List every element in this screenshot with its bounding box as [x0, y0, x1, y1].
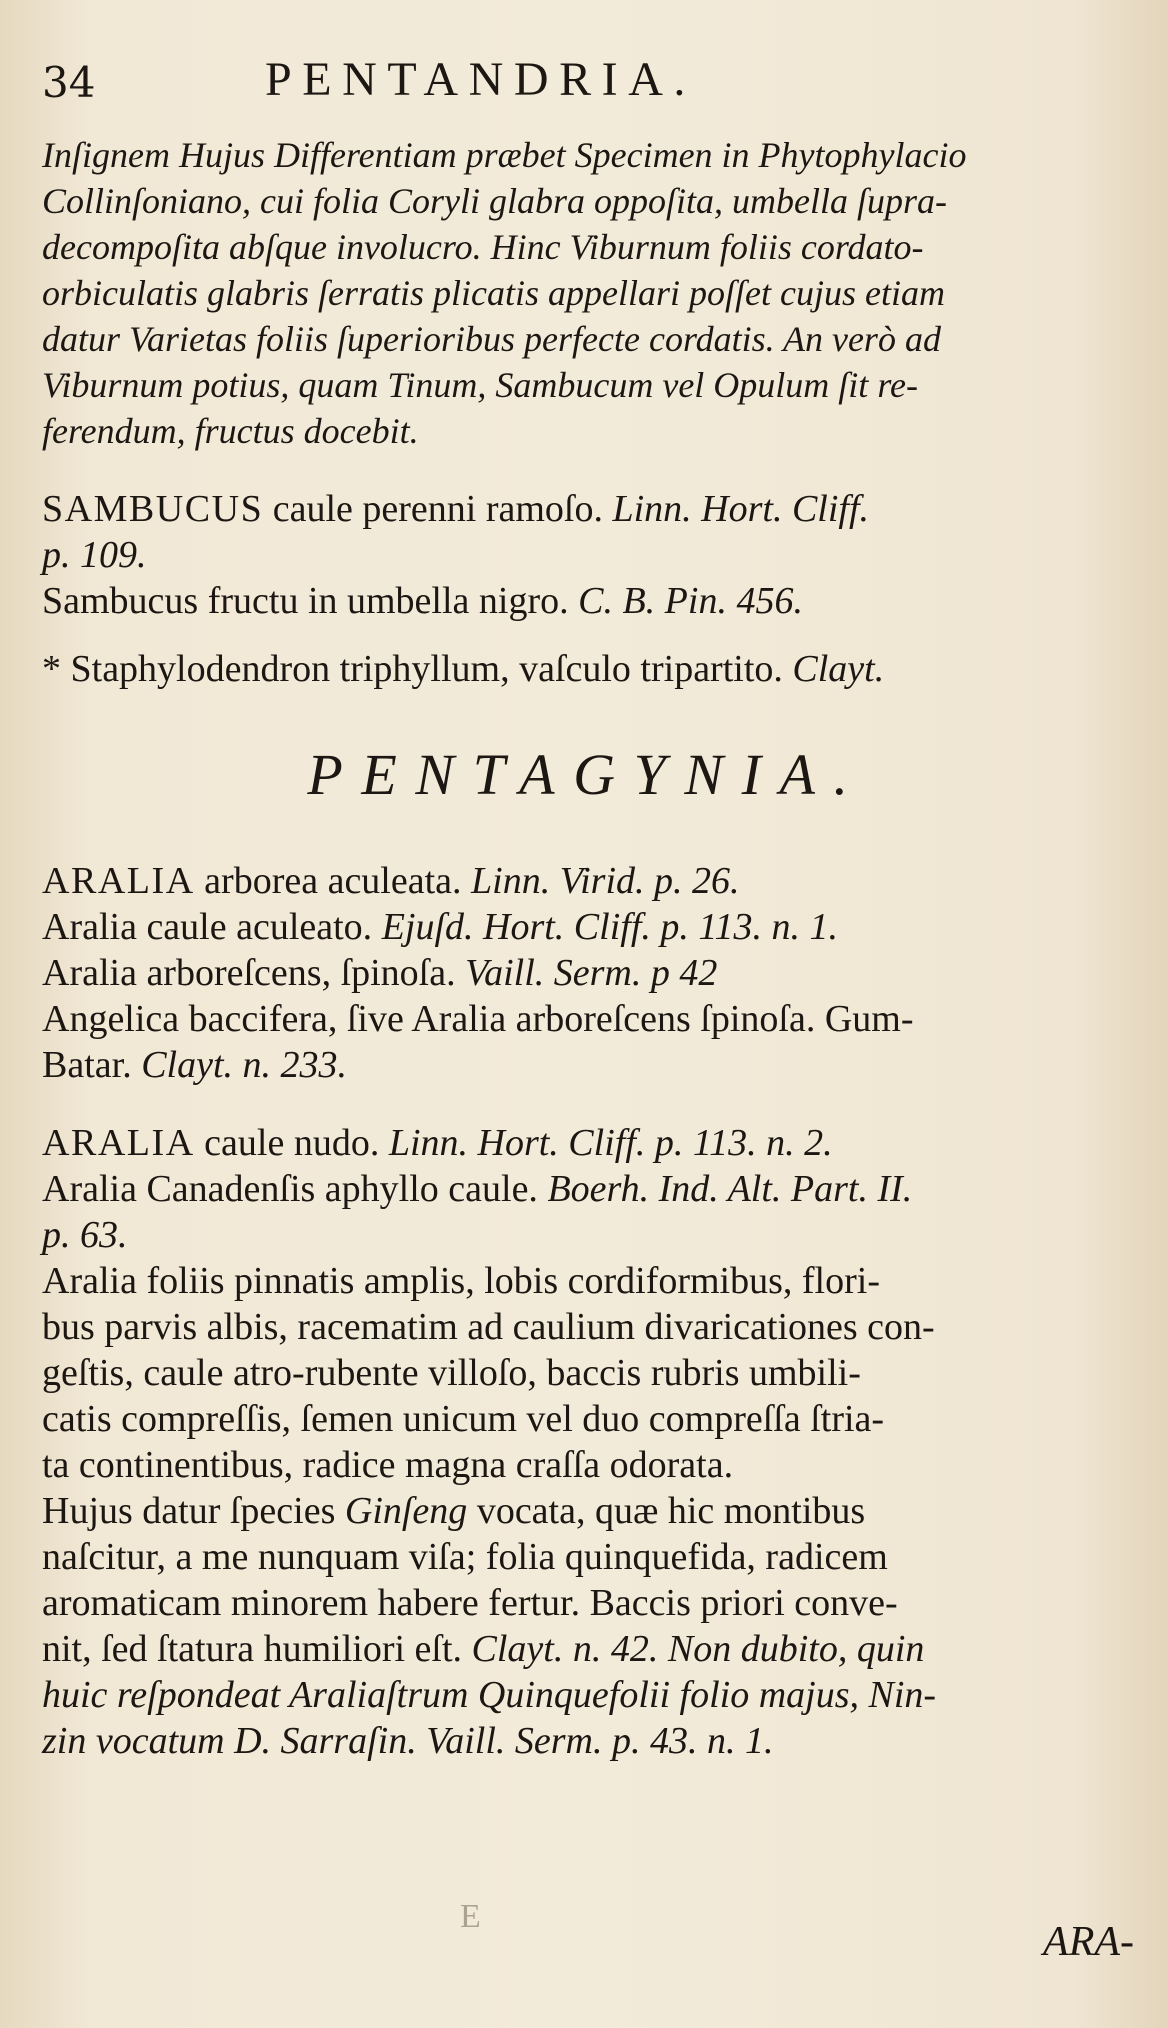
genus-name: ARALIA: [42, 860, 195, 902]
desc-line: Aralia foliis pinnatis amplis, lobis cordiformibus, flori-: [42, 1260, 880, 1302]
intro-line: orbiculatis glabris ſerratis plicatis appellari poſſet cujus etiam: [42, 273, 945, 313]
note-line: naſcitur, a me nunquam viſa; folia quinquefida, radicem: [42, 1536, 888, 1578]
entry-line: [42, 858, 1132, 904]
genus-name: SAMBUCUS: [42, 488, 264, 530]
citation: Boerh. Ind. Alt. Part. II.: [547, 1168, 913, 1210]
entry-line: [42, 578, 1132, 624]
intro-line: Inſignem Hujus Differentiam præbet Specimen in Phytophylacio: [42, 135, 967, 175]
note-line: aromaticam minorem habere fertur. Baccis priori conve-: [42, 1582, 898, 1624]
page-body: [42, 132, 1132, 1764]
note-line: huic reſpondeat Araliaſtrum Quinquefolii folio majus, Nin-: [42, 1674, 937, 1716]
citation: C. B. Pin. 456.: [578, 580, 803, 622]
entry-text: * Staphylodendron triphyllum, vaſculo tripartito.: [42, 648, 793, 690]
aralia-entry-2: [42, 1120, 1132, 1764]
intro-line: ferendum, fructus docebit.: [42, 411, 419, 451]
intro-line: datur Varietas foliis ſuperioribus perfecte cordatis. An verò ad: [42, 319, 941, 359]
entry-line: [42, 486, 1132, 532]
citation: Linn. Hort. Cliff.: [612, 488, 870, 530]
entry-text: Aralia caule aculeato.: [42, 906, 382, 948]
desc-line: catis compreſſis, ſemen unicum vel duo compreſſa ſtria-: [42, 1398, 885, 1440]
citation: Clayt.: [792, 648, 885, 690]
intro-paragraph: [42, 132, 1132, 454]
entry-line: Angelica baccifera, ſive Aralia arboreſcens ſpinoſa. Gum-: [42, 998, 914, 1040]
entry-text: Sambucus fructu in umbella nigro.: [42, 580, 579, 622]
intro-line: Collinſoniano, cui folia Coryli glabra oppoſita, umbella ſupra-: [42, 181, 948, 221]
sambucus-entry: [42, 486, 1132, 692]
entry-line: [42, 950, 1132, 996]
entry-line: [42, 904, 1132, 950]
citation: p. 63.: [42, 1214, 128, 1256]
running-title: PENTANDRIA.: [265, 53, 696, 106]
entry-line: [42, 1042, 1132, 1088]
desc-line: geſtis, caule atro-rubente villoſo, baccis rubris umbili-: [42, 1352, 861, 1394]
page-number: 34: [42, 58, 96, 107]
signature-mark: E: [460, 1898, 481, 1935]
note-text: Hujus datur ſpecies: [42, 1490, 345, 1532]
citation: Ejuſd. Hort. Cliff. p. 113. n. 1.: [381, 906, 839, 948]
note-text: vocata, quæ hic montibus: [467, 1490, 866, 1532]
entry-line: [42, 1166, 1132, 1212]
note-line: zin vocatum D. Sarraſin. Vaill. Serm. p. 43. n. 1.: [42, 1720, 774, 1762]
genus-name: ARALIA: [42, 1122, 195, 1164]
note-text: nit, ſed ſtatura humiliori eſt.: [42, 1628, 472, 1670]
entry-text: caule nudo.: [194, 1122, 389, 1164]
citation: Linn. Hort. Cliff. p. 113. n. 2.: [388, 1122, 833, 1164]
entry-line: [42, 1120, 1132, 1166]
ginseng-term: Ginſeng: [344, 1490, 468, 1532]
desc-line: ta continentibus, radice magna craſſa odorata.: [42, 1444, 734, 1486]
desc-line: bus parvis albis, racematim ad caulium divaricationes con-: [42, 1306, 935, 1348]
entry-text: caule perenni ramoſo.: [263, 488, 613, 530]
entry-text: Aralia Canadenſis aphyllo caule.: [42, 1168, 548, 1210]
note-line: [42, 1626, 1132, 1672]
note-line: [42, 1488, 1132, 1534]
section-heading: PENTAGYNIA.: [307, 742, 867, 807]
catchword: ARA-: [1043, 1919, 1134, 1965]
entry-line: [42, 646, 1132, 692]
citation: p. 109.: [42, 534, 147, 576]
intro-line: decompoſita abſque involucro. Hinc Viburnum foliis cordato-: [42, 227, 924, 267]
running-head: [0, 52, 1168, 112]
aralia-entry-1: [42, 858, 1132, 1088]
citation: Linn. Virid. p. 26.: [471, 860, 740, 902]
citation: Vaill. Serm. p 42: [465, 952, 718, 994]
entry-text: arborea aculeata.: [194, 860, 472, 902]
entry-text: Aralia arboreſcens, ſpinoſa.: [42, 952, 466, 994]
intro-line: Viburnum potius, quam Tinum, Sambucum vel Opulum ſit re-: [42, 365, 918, 405]
citation: Clayt. n. 42. Non dubito, quin: [471, 1628, 925, 1670]
entry-text: Batar.: [42, 1044, 142, 1086]
citation: Clayt. n. 233.: [141, 1044, 348, 1086]
